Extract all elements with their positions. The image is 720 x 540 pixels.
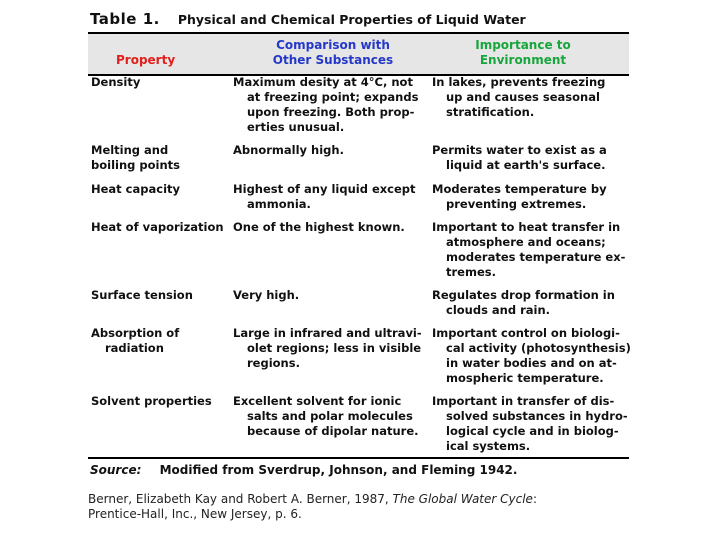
table-number: Table 1.	[90, 10, 160, 28]
cell-line: Heat of vaporization	[91, 220, 224, 234]
cell-line: Heat capacity	[91, 182, 181, 196]
comparison-cell	[233, 143, 428, 158]
header-importance	[463, 38, 583, 68]
property-cell	[91, 288, 226, 303]
cell-line: solved substances in hydro-	[446, 409, 628, 423]
cell-line: Important control on biologi-	[432, 326, 620, 340]
cell-line: atmosphere and oceans;	[446, 235, 606, 249]
cell-line: moderates temperature ex-	[446, 250, 626, 264]
cell-line: because of dipolar nature.	[247, 424, 419, 438]
source-label: Source:	[90, 463, 142, 477]
comparison-cell	[233, 326, 428, 371]
comparison-cell	[233, 220, 428, 235]
cell-line: Density	[91, 75, 141, 89]
importance-cell	[432, 75, 632, 120]
cell-line: at freezing point; expands	[247, 90, 419, 104]
importance-cell	[432, 394, 632, 454]
importance-cell	[432, 288, 632, 318]
table-bottom-rule	[88, 457, 629, 459]
cell-line: Abnormally high.	[233, 143, 344, 157]
cell-line: up and causes seasonal	[446, 90, 600, 104]
header-importance-line: Environment	[479, 53, 567, 67]
cell-line: preventing extremes.	[446, 197, 587, 211]
cell-line: tremes.	[446, 265, 496, 279]
cell-line: in water bodies and on at-	[446, 356, 617, 370]
cell-line: Moderates temperature by	[432, 182, 607, 196]
property-cell	[91, 75, 226, 90]
cell-line: Maximum desity at 4°C, not	[233, 75, 413, 89]
comparison-cell	[233, 394, 428, 439]
cell-line: Highest of any liquid except	[233, 182, 416, 196]
cell-line: Regulates drop formation in	[432, 288, 615, 302]
cell-line: Important to heat transfer in	[432, 220, 621, 234]
header-property: Property	[116, 53, 176, 67]
cell-line: stratification.	[446, 105, 535, 119]
citation-book-title: The Global Water Cycle	[392, 492, 533, 506]
cell-line: Very high.	[233, 288, 300, 302]
property-cell	[91, 326, 226, 356]
header-importance-line: Importance to	[475, 38, 571, 52]
comparison-cell	[233, 75, 428, 135]
table-title	[90, 10, 630, 30]
table-source	[90, 463, 517, 477]
cell-line: ical systems.	[446, 439, 531, 453]
table-header	[88, 32, 629, 76]
header-comparison	[263, 38, 403, 68]
cell-line: erties unusual.	[247, 120, 345, 134]
citation	[88, 492, 688, 522]
source-text: Modified from Sverdrup, Johnson, and Fleming 1942.	[159, 463, 518, 477]
property-cell	[91, 394, 226, 409]
header-comparison-line: Comparison with	[276, 38, 390, 52]
cell-line: Permits water to exist as a	[432, 143, 607, 157]
cell-line: Important in transfer of dis-	[432, 394, 615, 408]
comparison-cell	[233, 182, 428, 212]
cell-line: liquid at earth's surface.	[446, 158, 606, 172]
cell-line: radiation	[105, 341, 164, 355]
cell-line: boiling points	[91, 158, 180, 172]
cell-line: olet regions; less in visible	[247, 341, 422, 355]
importance-cell	[432, 326, 632, 386]
citation-authors: Berner, Elizabeth Kay and Robert A. Berner, 1987,	[88, 492, 393, 506]
cell-line: In lakes, prevents freezing	[432, 75, 606, 89]
property-cell	[91, 143, 226, 173]
cell-line: Solvent properties	[91, 394, 212, 408]
cell-line: One of the highest known.	[233, 220, 405, 234]
cell-line: regions.	[247, 356, 300, 370]
cell-line: Absorption of	[91, 326, 180, 340]
comparison-cell	[233, 288, 428, 303]
cell-line: upon freezing. Both prop-	[247, 105, 415, 119]
importance-cell	[432, 220, 632, 280]
citation-line-2: Prentice-Hall, Inc., New Jersey, p. 6.	[88, 507, 302, 521]
cell-line: clouds and rain.	[446, 303, 551, 317]
cell-line: Excellent solvent for ionic	[233, 394, 402, 408]
header-comparison-line: Other Substances	[272, 53, 394, 67]
citation-colon: :	[532, 492, 537, 506]
cell-line: cal activity (photosynthesis)	[446, 341, 631, 355]
importance-cell	[432, 182, 632, 212]
cell-line: Large in infrared and ultravi-	[233, 326, 422, 340]
cell-line: salts and polar molecules	[247, 409, 413, 423]
cell-line: Melting and	[91, 143, 169, 157]
importance-cell	[432, 143, 632, 173]
cell-line: ammonia.	[247, 197, 311, 211]
property-cell	[91, 182, 226, 197]
table-caption: Physical and Chemical Properties of Liquid Water	[177, 12, 526, 27]
cell-line: Surface tension	[91, 288, 193, 302]
cell-line: logical cycle and in biolog-	[446, 424, 619, 438]
cell-line: mospheric temperature.	[446, 371, 604, 385]
property-cell	[91, 220, 226, 235]
citation-line-1	[88, 492, 688, 507]
